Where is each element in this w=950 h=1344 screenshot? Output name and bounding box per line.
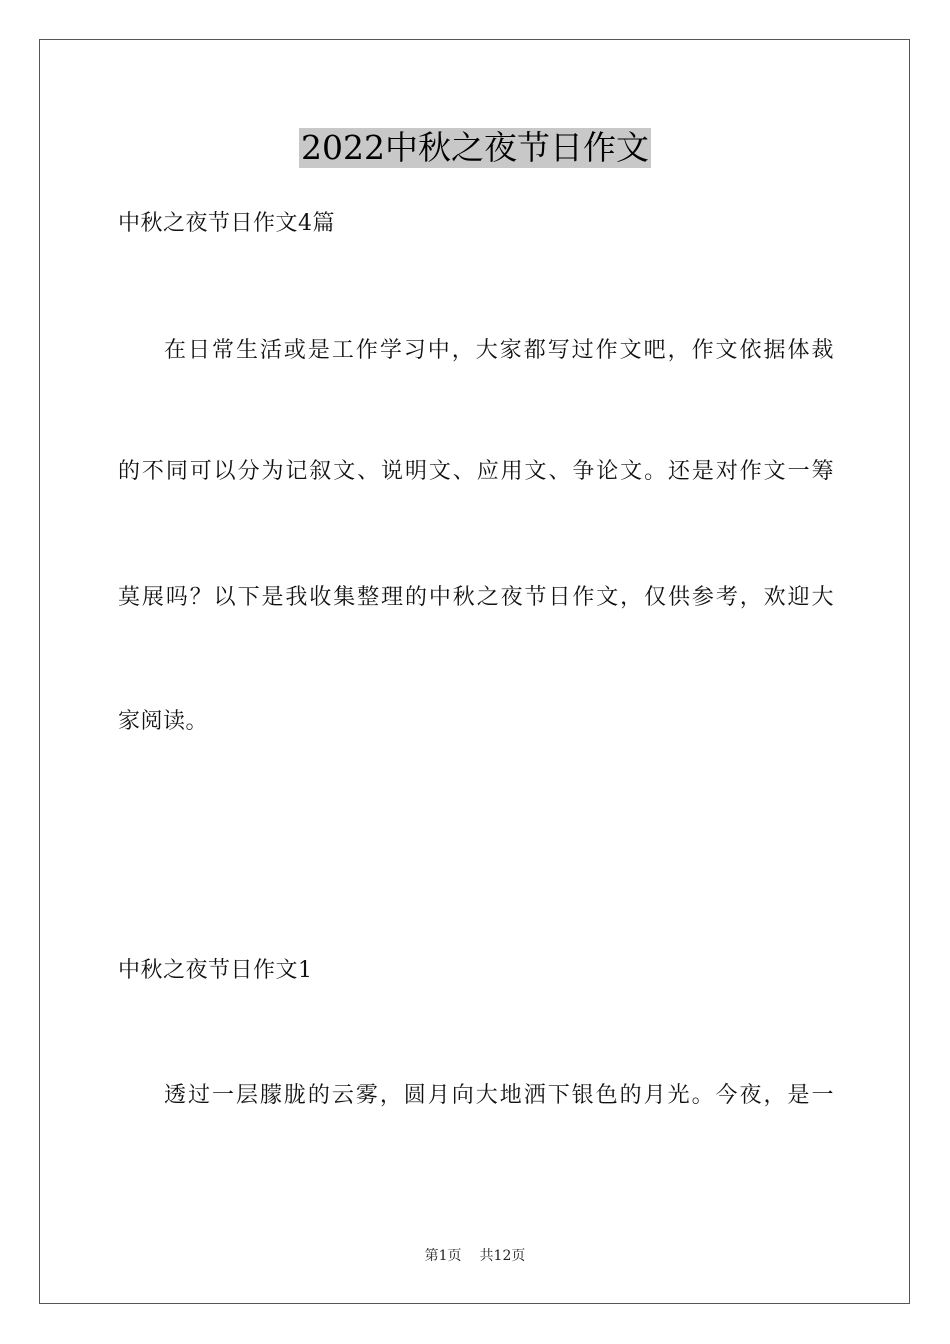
section-first-line: 透过一层朦胧的云雾，圆月向大地洒下银色的月光。今夜，是一 [164,1083,834,1108]
intro-line-4: 家阅读。 [118,709,209,734]
section-heading: 中秋之夜节日作文1 [118,958,313,983]
intro-line-1: 在日常生活或是工作学习中，大家都写过作文吧，作文依据体裁 [164,338,834,363]
intro-line-3: 莫展吗？以下是我收集整理的中秋之夜节日作文，仅供参考，欢迎大 [118,585,834,610]
page-number-label: 第1页 [424,1248,462,1264]
title-container [0,128,950,168]
page-footer [0,1247,950,1265]
intro-line-2: 的不同可以分为记叙文、说明文、应用文、争论文。还是对作文一筹 [118,459,834,484]
total-pages-label: 共12页 [479,1248,526,1264]
document-subtitle: 中秋之夜节日作文4篇 [118,211,335,236]
document-title: 2022中秋之夜节日作文 [301,128,649,167]
